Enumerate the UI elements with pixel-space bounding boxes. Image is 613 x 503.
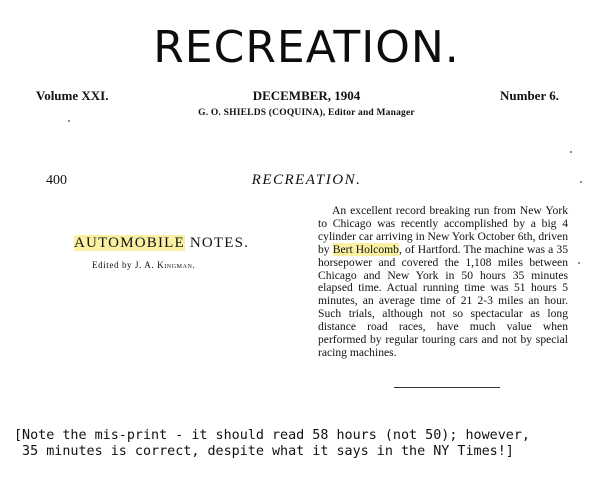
issue-date: DECEMBER, 1904 — [252, 88, 361, 103]
section-title-rest: NOTES. — [184, 235, 250, 251]
driver-name-highlight: Bert Holcomb — [332, 242, 399, 256]
note-line: 35 minutes is correct, despite what it says in the NY Times!] — [14, 444, 514, 459]
misprint-note — [14, 428, 530, 460]
edited-by-prefix: Edited by — [92, 260, 135, 270]
issue-number: Number 6. — [500, 88, 559, 103]
note-line: [Note the mis-print - it should read 58 hours (not 50); however, — [14, 428, 530, 443]
print-speck — [578, 262, 580, 264]
section-title-highlight: AUTOMOBILE — [74, 235, 185, 251]
running-head: RECREATION. — [251, 172, 362, 188]
print-speck — [68, 120, 70, 122]
article-text-before: An excellent record breaking run from New York to Chicago was recently accomplished by a big 4 cylinder car arriving in New York October 6th, driven by — [318, 204, 568, 256]
article-end-rule — [394, 387, 500, 388]
volume-label: Volume XXI. — [36, 88, 109, 103]
print-speck — [570, 151, 572, 153]
article-text-after: , of Hartford. The machine was a 35 horsepower and covered the 1,108 miles between Chicago and New York in 50 hours 35 minutes elapsed time. Actual running time was 51 hours 5 minutes, an average time of 21 2-3 miles an hour. Such trials, although not so spectacular as long distance road races, have much value when performed by regular touring cars and not by special racing machines. — [318, 242, 568, 359]
masthead-title: RECREATION. — [153, 22, 460, 73]
page-number: 400 — [46, 173, 67, 188]
article-column — [318, 205, 568, 360]
edited-by-name: J. A. Kingman. — [135, 260, 196, 270]
section-title — [74, 235, 249, 252]
section-editor-credit — [92, 260, 195, 270]
editor-line: G. O. SHIELDS (COQUINA), Editor and Manager — [198, 108, 415, 118]
article-paragraph — [318, 205, 568, 360]
